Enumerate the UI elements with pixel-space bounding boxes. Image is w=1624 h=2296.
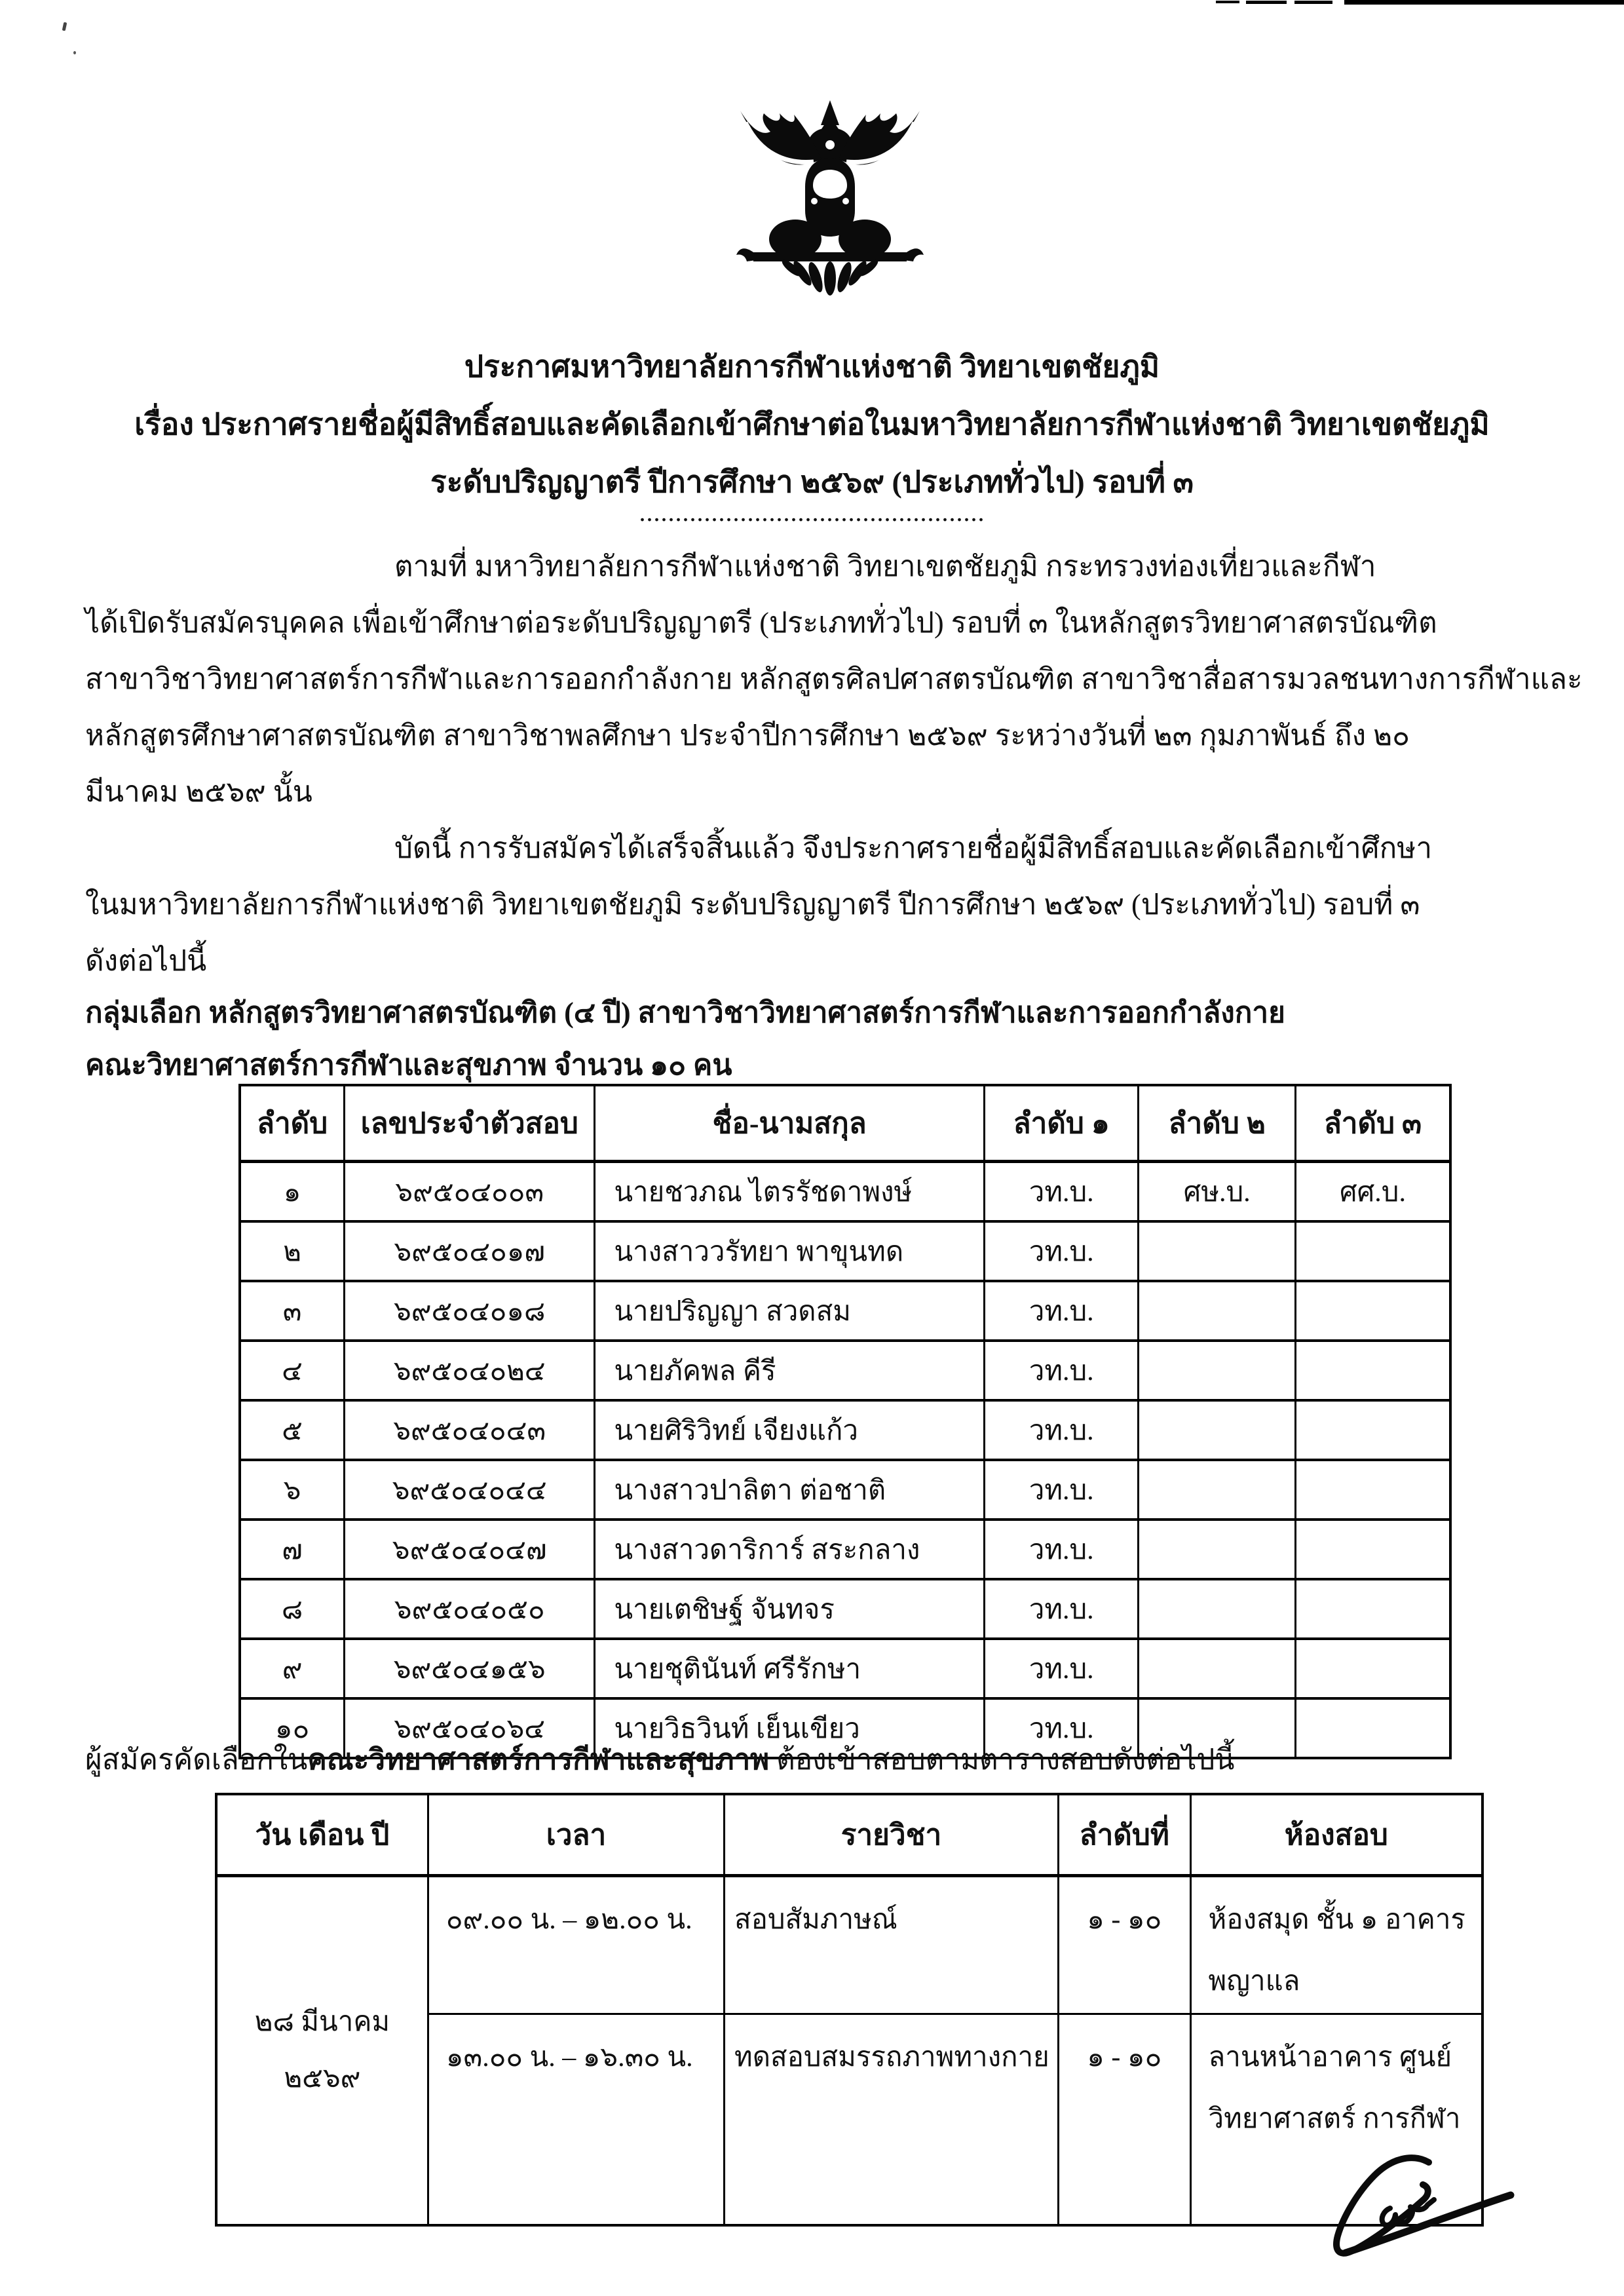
signature-flourish	[1314, 2144, 1537, 2288]
table-cell: วท.บ.	[985, 1162, 1139, 1222]
exam-range-cell: ๑ - ๑๐	[1058, 2014, 1190, 2226]
table-cell	[1295, 1281, 1450, 1341]
table-cell: นายเตชิษฐ์ จันทจร	[595, 1579, 985, 1639]
exam-date-line2: ๒๕๖๙	[284, 2063, 361, 2094]
section1-heading	[85, 987, 1550, 1092]
table-cell: ๖๙๕๐๔๐๖๔	[345, 1698, 595, 1758]
table-row	[240, 1221, 1450, 1281]
table-cell: ๖๙๕๐๔๐๔๗	[345, 1520, 595, 1579]
table-cell: ๑๐	[240, 1698, 345, 1758]
table-cell	[1295, 1579, 1450, 1639]
table-cell: นายภัคพล คีรี	[595, 1341, 985, 1400]
subject-line: เรื่อง ประกาศรายชื่อผู้มีสิทธิ์สอบและคัดเลือกเข้าศึกษาต่อในมหาวิทยาลัยการกีฬาแห่งชาติ วิทยาเขตชัยภูมิ	[134, 408, 1490, 441]
degree-line: ระดับปริญญาตรี ปีการศึกษา ๒๕๖๙ (ประเภททั่วไป) รอบที่ ๓	[430, 465, 1194, 499]
column-header-choice3: ลำดับ ๓	[1295, 1085, 1450, 1162]
intro-faculty-bold: คณะวิทยาศาสตร์การกีฬาและสุขภาพ	[307, 1744, 770, 1776]
table-cell: ๙	[240, 1639, 345, 1698]
table-cell	[1139, 1460, 1296, 1520]
table-cell	[1295, 1341, 1450, 1400]
table-cell	[1295, 1400, 1450, 1460]
table-cell: ๖๙๕๐๔๐๐๓	[345, 1162, 595, 1222]
table-cell: วท.บ.	[985, 1520, 1139, 1579]
table-cell	[1295, 1460, 1450, 1520]
schedule-header-row	[216, 1794, 1482, 1876]
table-cell: ๕	[240, 1400, 345, 1460]
table-cell: ๖	[240, 1460, 345, 1520]
table-cell: วท.บ.	[985, 1579, 1139, 1639]
table-cell: ศษ.บ.	[1139, 1162, 1296, 1222]
table-cell: ๖๙๕๐๔๐๔๓	[345, 1400, 595, 1460]
table-cell: ๓	[240, 1281, 345, 1341]
paragraph-line: บัดนี้ การรับสมัครได้เสร็จสิ้นแล้ว จึงประกาศรายชื่อผู้มีสิทธิ์สอบและคัดเลือกเข้าศึกษา	[394, 832, 1433, 864]
column-header-choice2: ลำดับ ๒	[1139, 1085, 1296, 1162]
table-row	[240, 1520, 1450, 1579]
table-cell: วท.บ.	[985, 1639, 1139, 1698]
schedule-row	[216, 1876, 1482, 2014]
table-row	[240, 1341, 1450, 1400]
table-row	[240, 1162, 1450, 1222]
table-row	[240, 1460, 1450, 1520]
table-cell	[1139, 1221, 1296, 1281]
exam-room-cell: ห้องสมุด ชั้น ๑ อาคารพญาแล	[1190, 1876, 1482, 2014]
exam-time-cell: ๑๓.๐๐ น. – ๑๖.๓๐ น.	[428, 2014, 724, 2226]
column-header-no: ลำดับ	[240, 1085, 345, 1162]
table-cell: วท.บ.	[985, 1460, 1139, 1520]
table-cell: วท.บ.	[985, 1400, 1139, 1460]
table-cell: ๖๙๕๐๔๐๑๘	[345, 1281, 595, 1341]
section1-heading-line2: คณะวิทยาศาสตร์การกีฬาและสุขภาพ จำนวน ๑๐ คน	[85, 1049, 732, 1081]
dotted-divider: ................................................	[639, 497, 985, 527]
exam-range-cell: ๑ - ๑๐	[1058, 1876, 1190, 2014]
exam-subject-cell: สอบสัมภาษณ์	[725, 1876, 1059, 2014]
paragraph-2	[85, 820, 1550, 989]
table-cell	[1139, 1520, 1296, 1579]
table-cell: ศศ.บ.	[1295, 1162, 1450, 1222]
section1-heading-line1: กลุ่มเลือก หลักสูตรวิทยาศาสตรบัณฑิต (๔ ปี) สาขาวิชาวิทยาศาสตร์การกีฬาและการออกกำลังกาย	[85, 997, 1285, 1029]
table-cell	[1295, 1639, 1450, 1698]
table-cell	[1139, 1281, 1296, 1341]
applicants-table	[238, 1084, 1452, 1759]
table-cell: นายปริญญา สวดสม	[595, 1281, 985, 1341]
garuda-emblem-icon	[722, 96, 938, 300]
table-cell: วท.บ.	[985, 1281, 1139, 1341]
column-header-name: ชื่อ-นามสกุล	[595, 1085, 985, 1162]
column-header-choice1: ลำดับ ๑	[985, 1085, 1139, 1162]
table-cell: นายชวภณ ไตรรัชดาพงษ์	[595, 1162, 985, 1222]
paragraph-line: ในมหาวิทยาลัยการกีฬาแห่งชาติ วิทยาเขตชัยภูมิ ระดับปริญญาตรี ปีการศึกษา ๒๕๖๙ (ประเภททั่วไป) รอบที่ ๓	[85, 889, 1420, 921]
table-cell: ๒	[240, 1221, 345, 1281]
column-header-date: วัน เดือน ปี	[216, 1794, 428, 1876]
paragraph-1	[85, 539, 1583, 820]
table-cell: ๖๙๕๐๔๐๒๔	[345, 1341, 595, 1400]
table-cell	[1295, 1520, 1450, 1579]
table-cell: นายชุตินันท์ ศรีรักษา	[595, 1639, 985, 1698]
column-header-range: ลำดับที่	[1058, 1794, 1190, 1876]
paragraph-line: ดังต่อไปนี้	[85, 945, 207, 977]
scan-artifact-dash	[1294, 1, 1332, 4]
column-header-subject: รายวิชา	[725, 1794, 1059, 1876]
applicants-header-row	[240, 1085, 1450, 1162]
table-cell: ๑	[240, 1162, 345, 1222]
document-title-block	[0, 338, 1624, 511]
exam-date-cell	[216, 1876, 428, 2226]
paragraph-line: ได้เปิดรับสมัครบุคคล เพื่อเข้าศึกษาต่อระดับปริญญาตรี (ประเภททั่วไป) รอบที่ ๓ ในหลักสูตรวิทยาศาสตรบัณฑิต	[85, 607, 1437, 639]
table-cell	[1139, 1400, 1296, 1460]
table-cell	[1139, 1579, 1296, 1639]
title-line: ประกาศมหาวิทยาลัยการกีฬาแห่งชาติ วิทยาเขตชัยภูมิ	[464, 350, 1160, 383]
column-header-exam-id: เลขประจำตัวสอบ	[345, 1085, 595, 1162]
exam-schedule-table	[215, 1793, 1484, 2227]
table-cell: ๘	[240, 1579, 345, 1639]
table-cell	[1139, 1341, 1296, 1400]
table-cell: วท.บ.	[985, 1341, 1139, 1400]
scan-artifact-speck	[73, 51, 76, 54]
intro-suffix: ต้องเข้าสอบตามตารางสอบดังต่อไปนี้	[769, 1744, 1235, 1776]
table-cell: ๖๙๕๐๔๑๕๖	[345, 1639, 595, 1698]
scan-artifact-line	[1344, 0, 1624, 5]
table-cell: ๖๙๕๐๔๐๔๔	[345, 1460, 595, 1520]
column-header-time: เวลา	[428, 1794, 724, 1876]
table-cell: ๗	[240, 1520, 345, 1579]
paragraph-line: หลักสูตรศึกษาศาสตรบัณฑิต สาขาวิชาพลศึกษา ประจำปีการศึกษา ๒๕๖๙ ระหว่างวันที่ ๒๓ กุมภาพันธ์ ถึง ๒๐	[85, 719, 1410, 752]
paragraph-line: ตามที่ มหาวิทยาลัยการกีฬาแห่งชาติ วิทยาเขตชัยภูมิ กระทรวงท่องเที่ยวและกีฬา	[394, 550, 1376, 583]
intro-prefix: ผู้สมัครคัดเลือกใน	[85, 1744, 308, 1776]
scan-artifact-dash	[1216, 1, 1239, 3]
table-row	[240, 1400, 1450, 1460]
paragraph-line: สาขาวิชาวิทยาศาสตร์การกีฬาและการออกกำลังกาย หลักสูตรศิลปศาสตรบัณฑิต สาขาวิชาสื่อสารมวลชนทางการกีฬาและ	[85, 663, 1583, 695]
column-header-room: ห้องสอบ	[1190, 1794, 1482, 1876]
table-cell: นายศิริวิทย์ เจียงแก้ว	[595, 1400, 985, 1460]
table-cell	[1295, 1221, 1450, 1281]
paragraph-line: มีนาคม ๒๕๖๙ นั้น	[85, 776, 312, 808]
table-cell: วท.บ.	[985, 1221, 1139, 1281]
table-cell	[1139, 1639, 1296, 1698]
table-row	[240, 1639, 1450, 1698]
table-row	[240, 1579, 1450, 1639]
table-cell: ๖๙๕๐๔๐๕๐	[345, 1579, 595, 1639]
scan-artifact-dash	[1246, 1, 1287, 4]
table-cell: นายวิธวินท์ เย็นเขียว	[595, 1698, 985, 1758]
table-cell: วท.บ.	[985, 1698, 1139, 1758]
exam-date-line1: ๒๘ มีนาคม	[254, 2007, 390, 2037]
exam-subject-cell: ทดสอบสมรรถภาพทางกาย	[725, 2014, 1059, 2226]
section2-intro	[85, 1734, 1550, 1786]
exam-time-cell: ๐๙.๐๐ น. – ๑๒.๐๐ น.	[428, 1876, 724, 2014]
table-cell: ๔	[240, 1341, 345, 1400]
table-cell: นางสาววรัทยา พาขุนทด	[595, 1221, 985, 1281]
table-row	[240, 1281, 1450, 1341]
table-cell: นางสาวปาลิตา ต่อชาติ	[595, 1460, 985, 1520]
exam-room-cell: ลานหน้าอาคาร ศูนย์วิทยาศาสตร์ การกีฬา	[1190, 2014, 1482, 2226]
table-cell: ๖๙๕๐๔๐๑๗	[345, 1221, 595, 1281]
table-cell: นางสาวดาริการ์ สระกลาง	[595, 1520, 985, 1579]
scan-artifact-speck	[62, 22, 67, 31]
